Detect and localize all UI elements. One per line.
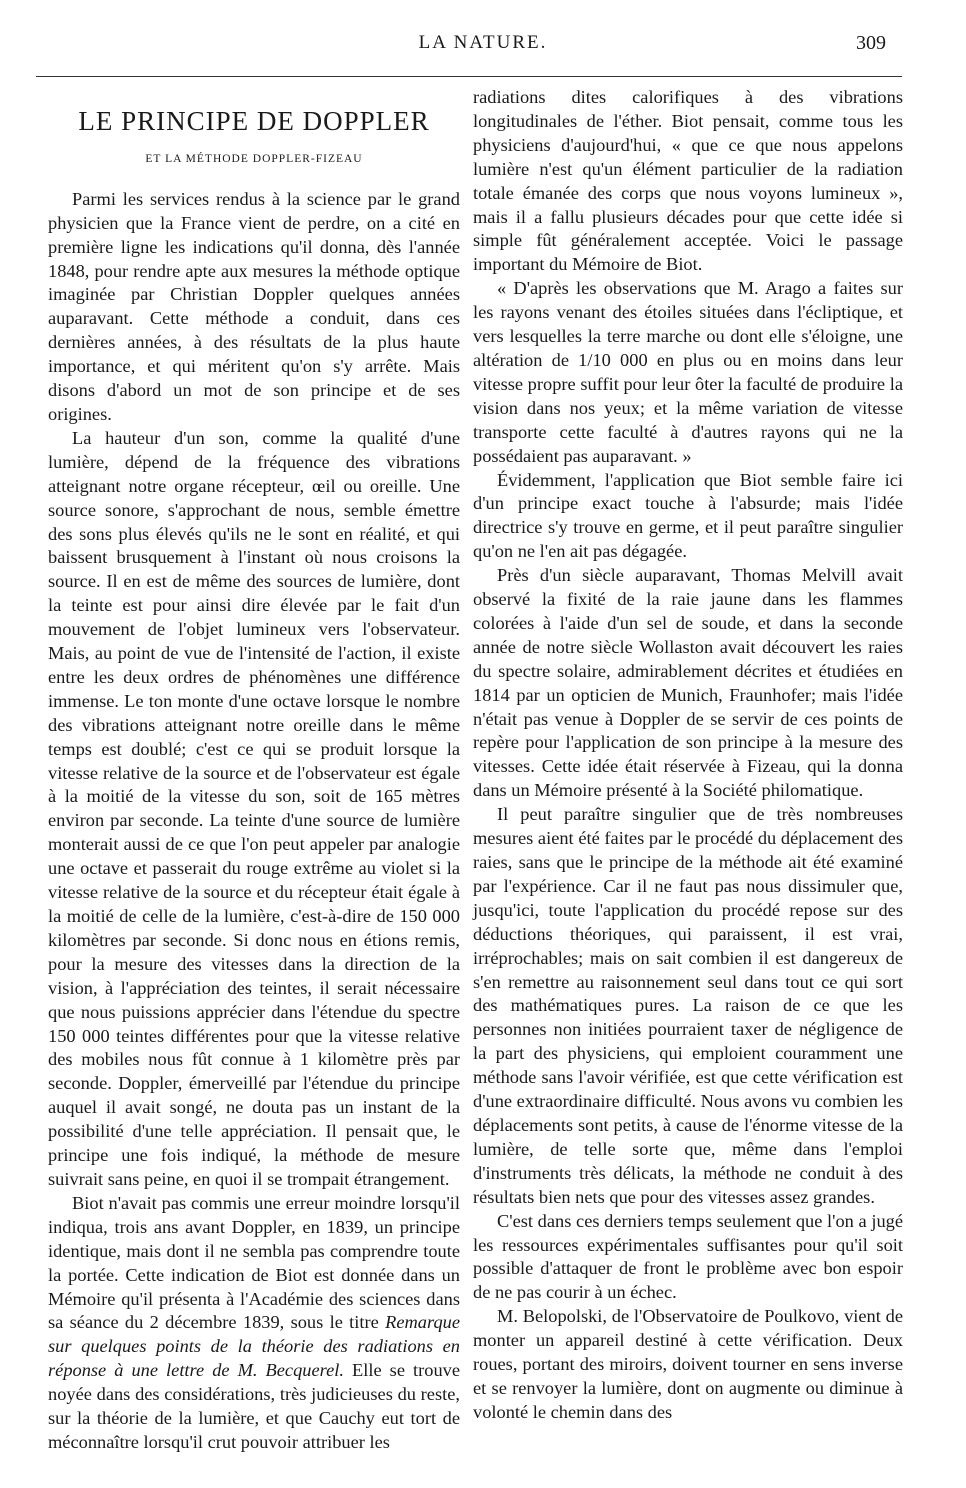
left-column (48, 86, 460, 1455)
paragraph: C'est dans ces derniers temps seulement que l'on a jugé les ressources expérimentales suffisantes pour qu'il soit possible d'attaquer de front le problème avec bon espoir de ne pas courir à un échec. (473, 1210, 903, 1303)
paragraph (48, 1192, 460, 1455)
journal-title: LA NATURE. (418, 32, 548, 53)
running-head (0, 32, 966, 60)
paragraph: Près d'un siècle auparavant, Thomas Melvill avait observé la fixité de la raie jaune dans les flammes colorées à l'aide d'un sel de soude, et dans la seconde année de notre siècle Wollaston avait découvert les raies du spectre solaire, admirablement décrites et étudiées en 1814 par un opticien de Munich, Fraunhofer; mais l'idée n'était pas venue à Doppler de se servir de ces points de repère pour l'application de son principe à la mesure des vitesses. Cette idée était réservée à Fizeau, qui la donna dans un Mémoire présenté à la Société philomatique. (473, 565, 903, 801)
paragraph-text: Biot n'avait pas commis une erreur moindre lorsqu'il indiqua, trois ans avant Doppler, en 1839, un principe identique, mais dont il ne sembla pas comprendre toute la portée. Cette indication de Biot est donnée dans un Mémoire qu'il présenta à l'Académie des sciences dans sa séance du 2 décembre 1839, sous le titre (48, 1192, 460, 1333)
article-title: LE PRINCIPE DE DOPPLER (78, 106, 430, 136)
header-rule (36, 76, 902, 77)
paragraph: Parmi les services rendus à la science par le grand physicien que la France vient de perdre, on a cité en première ligne les indications qu'il donna, dès l'année 1848, pour rendre apte aux mesures la méthode optique imaginée par Christian Doppler quelques années auparavant. Cette méthode a conduit, dans ces dernières années, à des résultats de la plus haute importance, et qui méritent qu'on s'y arrête. Mais disons d'abord un mot de son principe et de ses origines. (48, 188, 460, 424)
paragraph: Évidemment, l'application que Biot semble faire ici d'un principe exact touche à l'absurde; mais l'idée directrice s'y trouve en germe, et il peut paraître singulier qu'on ne l'en ait pas dégagée. (473, 469, 903, 562)
article-subtitle: ET LA MÉTHODE DOPPLER-FIZEAU (145, 152, 363, 165)
paragraph-continued: radiations dites calorifiques à des vibrations longitudinales de l'éther. Biot pensait, comme tous les physiciens d'aujourd'hui, « que ce que nous appelons lumière n'est qu'un élément particulier de la radiation totale émanée des corps que nous voyons lumineux », mais il a fallu plusieurs décades pour que cette idée si simple fût généralement acceptée. Voici le passage important du Mémoire de Biot. (473, 87, 903, 275)
memoir-title: Remarque sur quelques points de la théorie des radiations en réponse à une lettre de M. Becquerel. (48, 1312, 460, 1381)
biot-quotation: « D'après les observations que M. Arago a faites sur les rayons venant des étoiles situées dans l'écliptique, et vers lesquelles la terre marche ou dont elle s'éloigne, une altération de 1/10 000 en plus ou en moins dans leur vitesse propre suffit pour leur ôter la faculté de produire la vision dans nos yeux; et la même variation de vitesse transporte cette faculté à d'autres rayons qui ne la possédaient pas auparavant. » (473, 278, 903, 466)
page-number: 309 (856, 32, 886, 54)
paragraph: M. Belopolski, de l'Observatoire de Poulkovo, vient de monter un appareil destiné à cette vérification. Deux roues, portant des miroirs, doivent tourner en sens inverse et se renvoyer la lumière, dont on augmente ou diminue à volonté le chemin dans des (473, 1306, 903, 1422)
paragraph: La hauteur d'un son, comme la qualité d'une lumière, dépend de la fréquence des vibrations atteignant notre organe récepteur, œil ou oreille. Une source sonore, s'approchant de nous, semble émettre des sons plus élevés qu'ils ne le sont en réalité, et qui baissent brusquement à l'instant où nous croisons la source. Il en est de même des sources de lumière, dont la teinte est pour ainsi dire élevée par le fait d'un mouvement de l'objet lumineux vers l'observateur. Mais, au point de vue de l'intensité de l'action, il existe entre les deux ordres de phénomènes une différence immense. Le ton monte d'une octave lorsque le nombre des vibrations atteignant notre oreille dans le même temps est doublé; c'est ce qui se produit lorsque la vitesse relative de la source et de l'observateur est égale à la moitié de la vitesse du son, soit de 165 mètres environ par seconde. La teinte d'une source de lumière monterait aussi de ce que l'on peut appeler par analogie une octave et passerait du rouge extrême au violet si la vitesse relative de la source et du récepteur était égale à la moitié de celle de la lumière, c'est-à-dire de 150 000 kilomètres par seconde. Si donc nous en étions remis, pour la mesure des vitesses dans la direction de la vision, à l'appréciation des teintes, il serait nécessaire que nous puissions apprécier dans l'étendue du spectre 150 000 teintes différentes pour que la vitesse relative des mobiles nous fût connue à 1 kilomètre près par seconde. Doppler, émerveillé par l'étendue du principe auquel il avait songé, ne douta pas un instant de la possibilité d'une telle appréciation. Il pensait que, le principe une fois indiqué, la méthode de mesure suivrait sans peine, en quoi il se trompait étrangement. (48, 427, 460, 1189)
paragraph: Il peut paraître singulier que de très nombreuses mesures aient été faites par le procédé du déplacement des raies, sans que le principe de la méthode ait été examiné par l'expérience. Car il ne faut pas nous dissimuler que, jusqu'ici, toute l'application du procédé repose sur des déductions théoriques, qui paraissent, il est vrai, irréprochables; mais on sait combien il est dangereux de s'en remettre au raisonnement seul dans tout ce qui sort des mathématiques pures. La raison de ce que les personnes non initiées pourraient taxer de négligence de la part des physiciens, qui emploient couramment une méthode sans l'avoir vérifiée, est que cette vérification est d'une extraordinaire difficulté. Nous avons vu combien les déplacements sont petits, à cause de l'énorme vitesse de la lumière, de telle sorte que, même dans l'emploi d'instruments très délicats, la méthode ne conduit à des résultats bien nets que pour des vitesses assez grandes. (473, 804, 903, 1207)
right-column (473, 86, 903, 1425)
paragraph-text: Elle se trouve noyée dans des considérations, très judicieuses du reste, sur la théorie de la lumière, et que Cauchy eut tort de méconnaître lorsqu'il crut pouvoir attribuer les (48, 1360, 460, 1452)
